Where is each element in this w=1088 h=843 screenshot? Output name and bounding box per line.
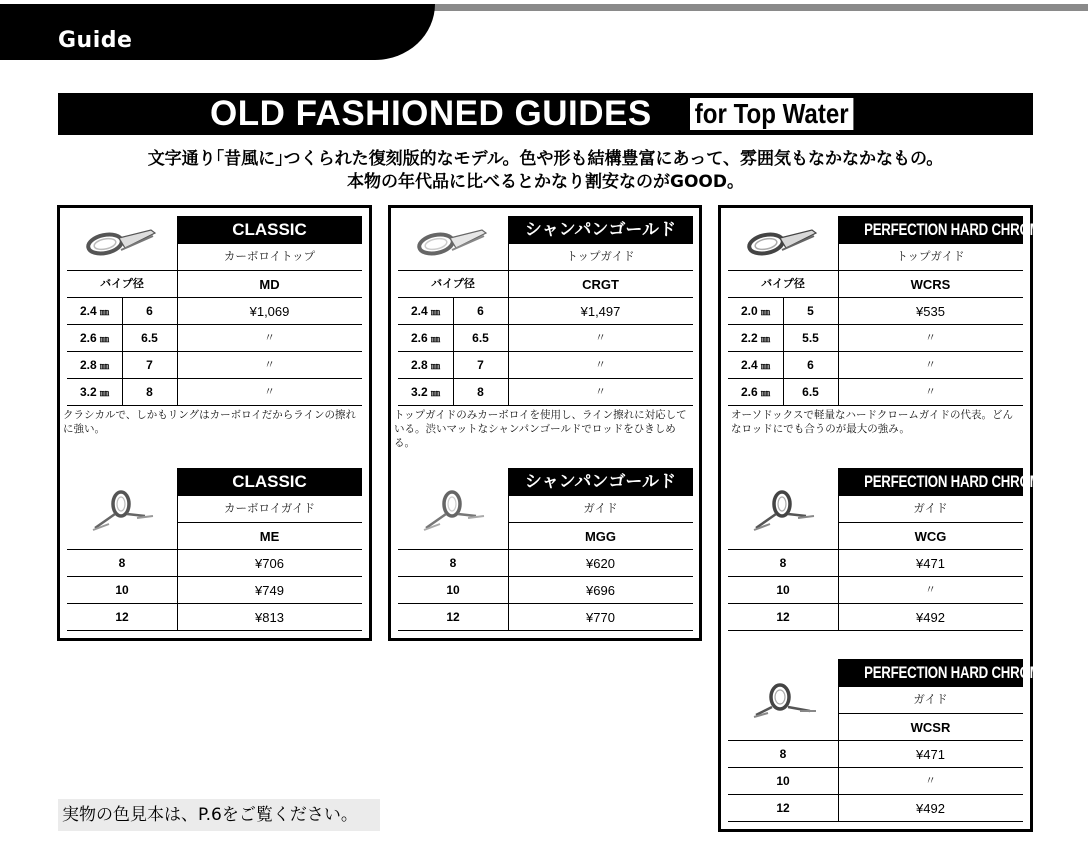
product-name: PERFECTION HARD CHROME <box>838 468 1023 495</box>
perfection-guide-table: PERFECTION HARD CHROME ガイド WCG 8 ¥471 10 〃 12 ¥492 <box>728 468 1023 630</box>
price: 〃 <box>264 386 275 398</box>
price: ¥813 <box>255 610 284 625</box>
price: 〃 <box>595 386 606 398</box>
product-type: カーボロイガイド <box>224 501 315 515</box>
product-code: WCSR <box>910 720 951 735</box>
product-description: クラシカルで、しかもリングはカーボロイだからラインの擦れに強い。 <box>63 409 356 435</box>
panel-classic <box>57 205 372 641</box>
product-code: WCRS <box>910 277 951 292</box>
ring-guide-icon <box>89 486 159 534</box>
price: ¥749 <box>255 583 284 598</box>
product-code: MGG <box>584 529 617 544</box>
page-title: OLD FASHIONED GUIDES <box>210 94 652 133</box>
price: 〃 <box>595 359 606 371</box>
product-type: カーボロイトップ <box>223 249 316 263</box>
price: 〃 <box>595 332 606 344</box>
price: ¥706 <box>255 556 284 571</box>
price: 〃 <box>925 775 936 787</box>
product-type: ガイド <box>913 501 948 515</box>
intro-line-2: 本物の年代品に比べるとかなり割安なのがGOOD。 <box>347 172 744 192</box>
pipe-diameter-header: バイプ径 <box>761 278 805 290</box>
product-type: ガイド <box>913 692 948 706</box>
panel-perfection-hard-chrome <box>718 205 1049 832</box>
price: ¥471 <box>916 556 945 571</box>
price: 〃 <box>925 359 936 371</box>
page-subtitle: for Top Water <box>690 98 853 130</box>
product-code: WCG <box>914 529 947 544</box>
product-code: CRGT <box>582 277 619 292</box>
product-type: トップガイド <box>896 249 965 263</box>
footnote: 実物の色見本は、P.6をご覧ください。 <box>58 799 380 831</box>
price: ¥535 <box>916 304 945 319</box>
ring-guide-icon <box>420 486 490 534</box>
ring-guide-icon <box>750 486 820 534</box>
price: ¥1,497 <box>580 304 621 319</box>
product-type: トップガイド <box>566 249 635 263</box>
section-tab-label: Guide <box>58 28 133 53</box>
top-guide-icon <box>412 224 496 264</box>
pipe-diameter-header: バイプ径 <box>431 278 475 290</box>
classic-guide-table: CLASSIC カーボロイガイド ME 8 ¥706 10 ¥749 12 ¥813 <box>67 468 362 630</box>
product-name: シャンパンゴールド <box>508 468 693 495</box>
top-guide-icon <box>81 224 165 264</box>
champagne-top-table: シャンパンゴールド トップガイド バイプ径 CRGT 2.4 ㎜ 6 ¥1,497 2.6 ㎜ 6.5 〃 2.8 ㎜ 7 〃 3.2 ㎜ 8 〃 <box>398 216 693 404</box>
perfection-guide-2-table: PERFECTION HARD CHROME ガイド WCSR 8 ¥471 10 〃 12 ¥492 <box>728 659 1023 821</box>
section-tab <box>0 4 435 60</box>
product-name: PERFECTION HARD CHROME <box>838 659 1023 686</box>
price: ¥696 <box>586 583 615 598</box>
product-type: ガイド <box>583 501 618 515</box>
price: ¥1,069 <box>249 304 290 319</box>
product-name: CLASSIC <box>177 216 362 243</box>
product-code: ME <box>259 529 280 544</box>
panel-champagne-gold <box>388 205 702 641</box>
intro-line-1: 文字通り｢昔風に｣つくられた復刻版的なモデル。色や形も結構豊富にあって、雰囲気もなかなかなもの。 <box>147 149 944 169</box>
price: 〃 <box>264 332 275 344</box>
page-title-bar <box>58 93 1033 135</box>
price: ¥471 <box>916 747 945 762</box>
price: 〃 <box>925 332 936 344</box>
price: 〃 <box>264 359 275 371</box>
ring-guide-icon <box>750 677 820 725</box>
top-guide-icon <box>742 224 826 264</box>
pipe-diameter-header: バイプ径 <box>100 278 144 290</box>
product-name: シャンパンゴールド <box>508 216 693 243</box>
classic-top-table: CLASSIC カーボロイトップ バイプ径 MD 2.4 ㎜ 6 ¥1,069 2.6 ㎜ 6.5 〃 2.8 ㎜ 7 〃 3.2 ㎜ 8 〃 <box>67 216 362 404</box>
price: ¥620 <box>586 556 615 571</box>
product-name: PERFECTION HARD CHROME <box>838 216 1023 243</box>
price: ¥492 <box>916 610 945 625</box>
champagne-guide-table: シャンパンゴールド ガイド MGG 8 ¥620 10 ¥696 12 ¥770 <box>398 468 693 630</box>
product-description: オーソドックスで軽量なハードクロームガイドの代表。どんなロッドにでも合うのが最大の強み。 <box>731 409 1014 435</box>
product-description: トップガイドのみカーボロイを使用し、ライン擦れに対応している。渋いマットなシャンパンゴールドでロッドをひきしめる。 <box>394 409 687 449</box>
product-name: CLASSIC <box>177 468 362 495</box>
price: ¥492 <box>916 801 945 816</box>
perfection-top-table: PERFECTION HARD CHROME トップガイド バイプ径 WCRS 2.0 ㎜ 5 ¥535 2.2 ㎜ 5.5 〃 2.4 ㎜ 6 〃 2.6 ㎜ 6.5 〃 <box>728 216 1023 404</box>
price: 〃 <box>925 584 936 596</box>
price: ¥770 <box>586 610 615 625</box>
price: 〃 <box>925 386 936 398</box>
product-code: MD <box>259 277 280 292</box>
